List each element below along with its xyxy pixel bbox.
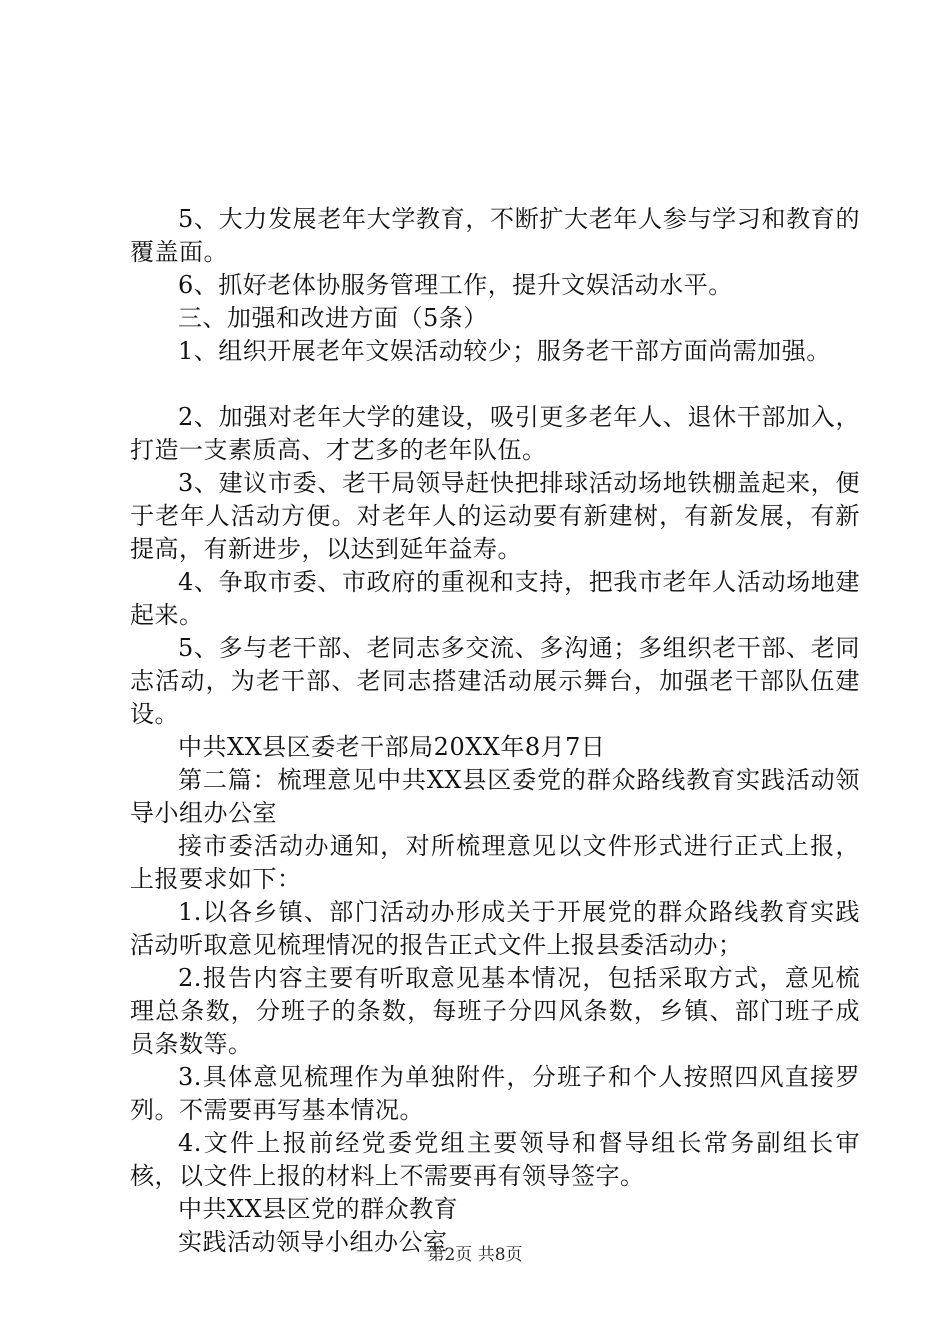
requirement-3: 3.具体意见梳理作为单独附件，分班子和个人按照四风直接罗列。不需要再写基本情况。 (130, 1063, 860, 1124)
paragraph-item-6-sports-association: 6、抓好老体协服务管理工作，提升文娱活动水平。 (178, 271, 733, 299)
section-heading-improvements: 三、加强和改进方面（5条） (178, 304, 488, 332)
paragraph-improvement-5: 5、多与老干部、老同志多交流、多沟通；多组织老干部、老同志活动，为老干部、老同志搭建活动展示舞台，加强老干部队伍建设。 (130, 634, 860, 728)
signature-line-date: 中共XX县区委老干部局20XX年8月7日 (178, 733, 606, 761)
paragraph-item-5-old-university: 5、大力发展老年大学教育，不断扩大老年人参与学习和教育的覆盖面。 (130, 205, 860, 266)
requirement-4: 4.文件上报前经党委党组主要领导和督导组长常务副组长审核，以文件上报的材料上不需要再有领导签字。 (130, 1129, 860, 1190)
requirement-2: 2.报告内容主要有听取意见基本情况，包括采取方式，意见梳理总条数，分班子的条数，每班子分四风条数，乡镇、部门班子成员条数等。 (130, 964, 860, 1058)
issuer-line-2: 实践活动领导小组办公室 (178, 1228, 448, 1256)
requirement-1: 1.以各乡镇、部门活动办形成关于开展党的群众路线教育实践活动听取意见梳理情况的报告正式文件上报县委活动办； (130, 898, 860, 959)
paragraph-improvement-1: 1、组织开展老年文娱活动较少；服务老干部方面尚需加强。 (178, 337, 831, 365)
issuer-line-1: 中共XX县区党的群众教育 (178, 1195, 459, 1223)
paragraph-improvement-4: 4、争取市委、市政府的重视和支持，把我市老年人活动场地建起来。 (130, 568, 860, 629)
page-number-footer: 第2页 共8页 (427, 1245, 523, 1265)
paragraph-improvement-3: 3、建议市委、老干局领导赶快把排球活动场地铁棚盖起来，便于老年人活动方便。对老年人的运动要有新建树，有新发展，有新提高，有新进步，以达到延年益寿。 (130, 469, 860, 563)
paragraph-improvement-2: 2、加强对老年大学的建设，吸引更多老年人、退休干部加入，打造一支素质高、才艺多的老年队伍。 (130, 403, 860, 464)
notice-intro: 接市委活动办通知，对所梳理意见以文件形式进行正式上报，上报要求如下： (130, 832, 860, 893)
part-two-title: 第二篇：梳理意见中共XX县区委党的群众路线教育实践活动领导小组办公室 (130, 766, 860, 827)
document-body (130, 203, 860, 1259)
